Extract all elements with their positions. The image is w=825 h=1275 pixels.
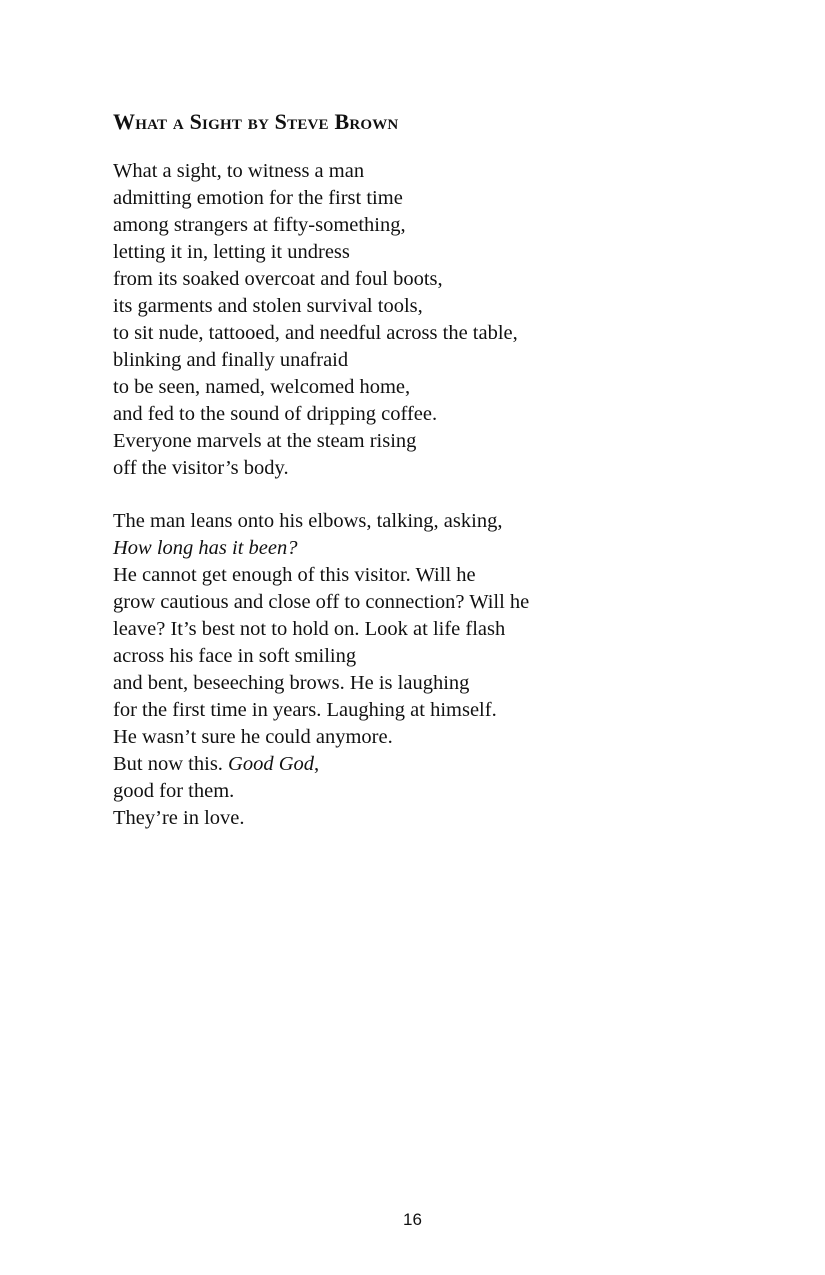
poem-line: from its soaked overcoat and foul boots, bbox=[113, 268, 443, 290]
poem-line: leave? It’s best not to hold on. Look at life flash bbox=[113, 618, 506, 640]
poem-line: He wasn’t sure he could anymore. bbox=[113, 726, 393, 748]
poem-line: among strangers at fifty-something, bbox=[113, 214, 406, 236]
poem-line-punctuation: , bbox=[314, 753, 320, 775]
stanza-2 bbox=[113, 508, 529, 832]
poem-line: They’re in love. bbox=[113, 807, 245, 829]
poem-line: and fed to the sound of dripping coffee. bbox=[113, 403, 438, 425]
poem-line: admitting emotion for the first time bbox=[113, 187, 403, 209]
poem-line: across his face in soft smiling bbox=[113, 645, 357, 667]
poem-line: He cannot get enough of this visitor. Will he bbox=[113, 564, 476, 586]
poem-line: blinking and finally unafraid bbox=[113, 349, 349, 371]
poem-line: for the first time in years. Laughing at himself. bbox=[113, 699, 497, 721]
poem-line: to sit nude, tattooed, and needful across the table, bbox=[113, 322, 518, 344]
poem-line: to be seen, named, welcomed home, bbox=[113, 376, 411, 398]
stanza-1 bbox=[113, 158, 518, 482]
poem-line-text: But now this. bbox=[113, 753, 229, 775]
poem-line: and bent, beseeching brows. He is laughing bbox=[113, 672, 470, 694]
poem-title: What a Sight by Steve Brown bbox=[113, 109, 399, 134]
poem-line-italic: How long has it been? bbox=[113, 537, 298, 559]
poem-line: letting it in, letting it undress bbox=[113, 241, 350, 263]
poem-line: The man leans onto his elbows, talking, asking, bbox=[113, 510, 503, 532]
poem-line-mixed bbox=[113, 751, 529, 778]
poem-line: its garments and stolen survival tools, bbox=[113, 295, 423, 317]
poem-line: off the visitor’s body. bbox=[113, 457, 289, 479]
poem-line: grow cautious and close off to connection? Will he bbox=[113, 591, 530, 613]
page-number: 16 bbox=[403, 1210, 422, 1229]
poem-line: What a sight, to witness a man bbox=[113, 160, 365, 182]
poem-line: good for them. bbox=[113, 780, 235, 802]
poem-line: Everyone marvels at the steam rising bbox=[113, 430, 417, 452]
poem-line-italic-phrase: Good God bbox=[228, 753, 315, 775]
